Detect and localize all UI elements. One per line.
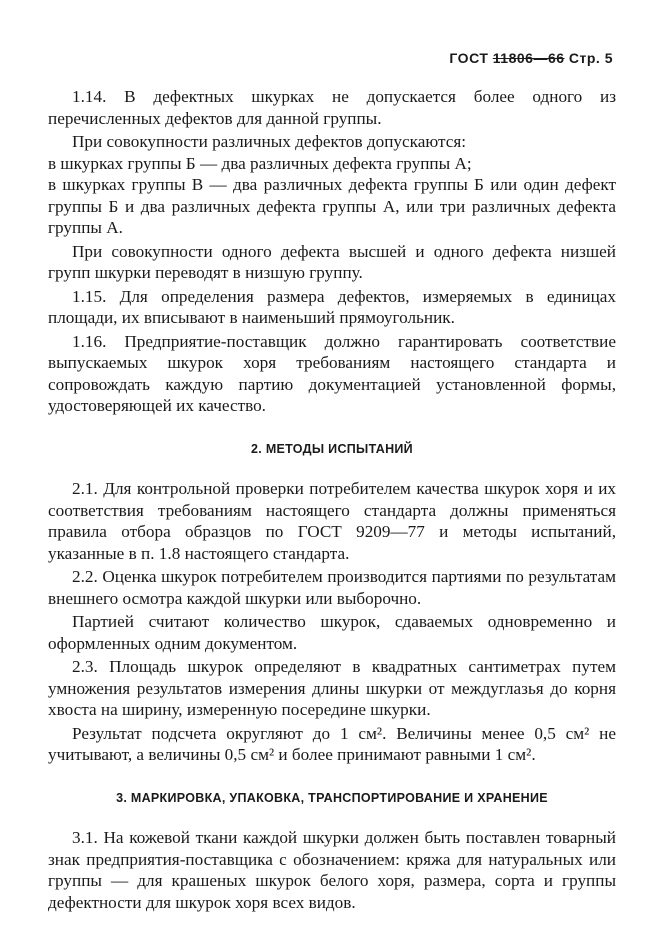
paragraph-1-16: 1.16. Предприятие-поставщик должно гарантировать соответствие выпускаемых шкурок хоря требованиям настоящего стандарта и сопровождать каждую партию документацией установленной формы, удостоверяющей их качество. [48,331,616,415]
section-heading-marking: 3. МАРКИРОВКА, УПАКОВКА, ТРАНСПОРТИРОВАНИЕ И ХРАНЕНИЕ [116,790,548,805]
section-heading-methods: 2. МЕТОДЫ ИСПЫТАНИЙ [251,441,413,456]
standard-number: 11806—66 [492,50,565,66]
standard-prefix: ГОСТ [449,50,493,66]
paragraph-party: Партией считают количество шкурок, сдаваемых одновременно и оформленных одним документом. [48,612,616,653]
paragraph-2-2: 2.2. Оценка шкурок потребителем производится партиями по результатам внешнего осмотра каждой шкурки или выборочно. [48,567,616,608]
paragraph-combo-b: в шкурках группы В — два различных дефекта группы Б или один дефект группы Б и два различных дефекта группы А, или три различных дефекта группы А. [48,175,616,237]
paragraph-combo-intro: При совокупности различных дефектов допускаются: [72,132,467,151]
paragraph-2-1: 2.1. Для контрольной проверки потребителем качества шкурок хоря и их соответствия требованиям настоящего стандарта должны применяться правила отбора образцов по ГОСТ 9209—77 и методы испытаний, указанные в п. 1.8 настоящего стандарта. [48,479,616,563]
page-number: Стр. 5 [564,50,613,66]
document-body [48,86,616,913]
paragraph-rounding: Результат подсчета округляют до 1 см². Величины менее 0,5 см² не учитывают, а величины 0,5 см² и более принимают равными 1 см². [48,723,616,764]
paragraph-combo-a: в шкурках группы Б — два различных дефекта группы А; [48,153,472,173]
paragraph-1-15: 1.15. Для определения размера дефектов, измеряемых в единицах площади, их вписывают в наименьший прямоугольник. [48,286,616,327]
paragraph-lower-group: При совокупности одного дефекта высшей и одного дефекта низшей групп шкурки переводят в низшую группу. [48,241,616,282]
page-header [449,50,613,66]
paragraph-1-14: 1.14. В дефектных шкурках не допускается более одного из перечисленных дефектов для данной группы. [48,87,616,128]
paragraph-3-1: 3.1. На кожевой ткани каждой шкурки должен быть поставлен товарный знак предприятия-поставщика с обозначением: кряжа для натуральных или группы — для крашеных шкурок белого хоря, размера, сорта и группы дефектности для шкурок хоря всех видов. [48,828,616,912]
paragraph-2-3: 2.3. Площадь шкурок определяют в квадратных сантиметрах путем умножения результатов измерения длины шкурки от междуглазья до корня хвоста на ширину, измеренную посередине шкурки. [48,657,616,719]
